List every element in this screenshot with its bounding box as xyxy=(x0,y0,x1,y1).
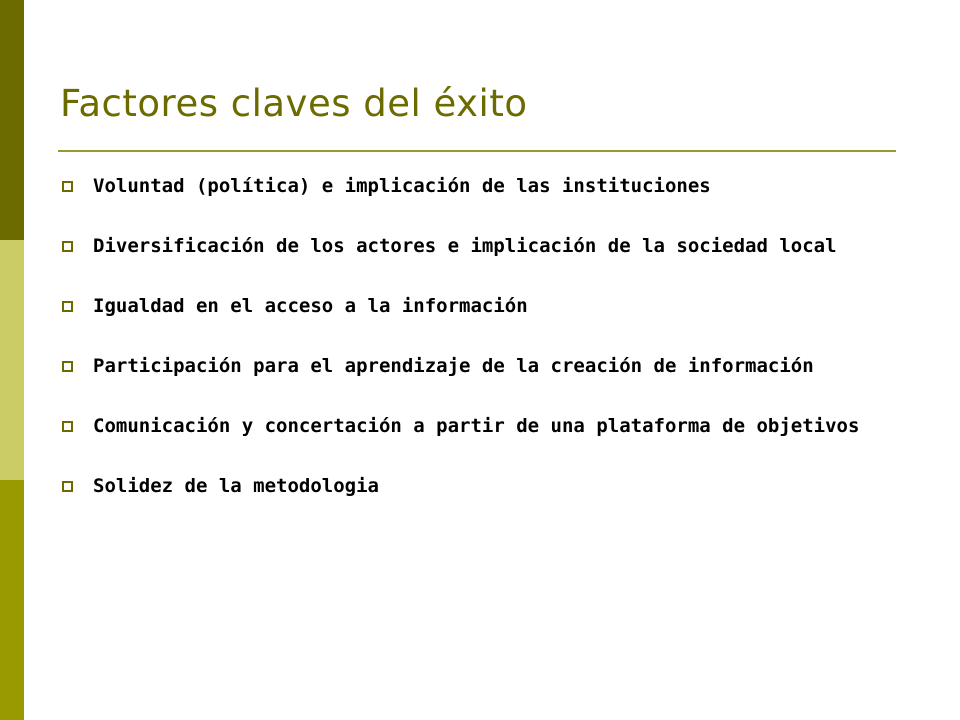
hollow-square-icon xyxy=(62,421,73,432)
hollow-square-icon xyxy=(62,241,73,252)
side-accent-bar xyxy=(0,0,24,720)
hollow-square-icon xyxy=(62,301,73,312)
side-bar-segment-bottom xyxy=(0,480,24,720)
bullet-text: Comunicación y concertación a partir de una plataforma de objetivos xyxy=(93,415,860,437)
bullet-item xyxy=(60,354,880,378)
bullet-list xyxy=(60,174,880,534)
bullet-text: Igualdad en el acceso a la información xyxy=(93,295,528,317)
bullet-text: Participación para el aprendizaje de la creación de información xyxy=(93,355,814,377)
bullet-item xyxy=(60,174,880,198)
bullet-text: Solidez de la metodologia xyxy=(93,475,379,497)
side-bar-segment-top xyxy=(0,0,24,240)
slide-title: Factores claves del éxito xyxy=(60,82,528,125)
bullet-item xyxy=(60,414,880,438)
bullet-item xyxy=(60,294,880,318)
hollow-square-icon xyxy=(62,361,73,372)
side-bar-segment-middle xyxy=(0,240,24,480)
hollow-square-icon xyxy=(62,181,73,192)
bullet-item xyxy=(60,234,880,258)
bullet-item xyxy=(60,474,880,498)
title-underline xyxy=(58,150,896,152)
hollow-square-icon xyxy=(62,481,73,492)
bullet-text: Diversificación de los actores e implicación de la sociedad local xyxy=(93,235,837,257)
bullet-text: Voluntad (política) e implicación de las instituciones xyxy=(93,175,711,197)
